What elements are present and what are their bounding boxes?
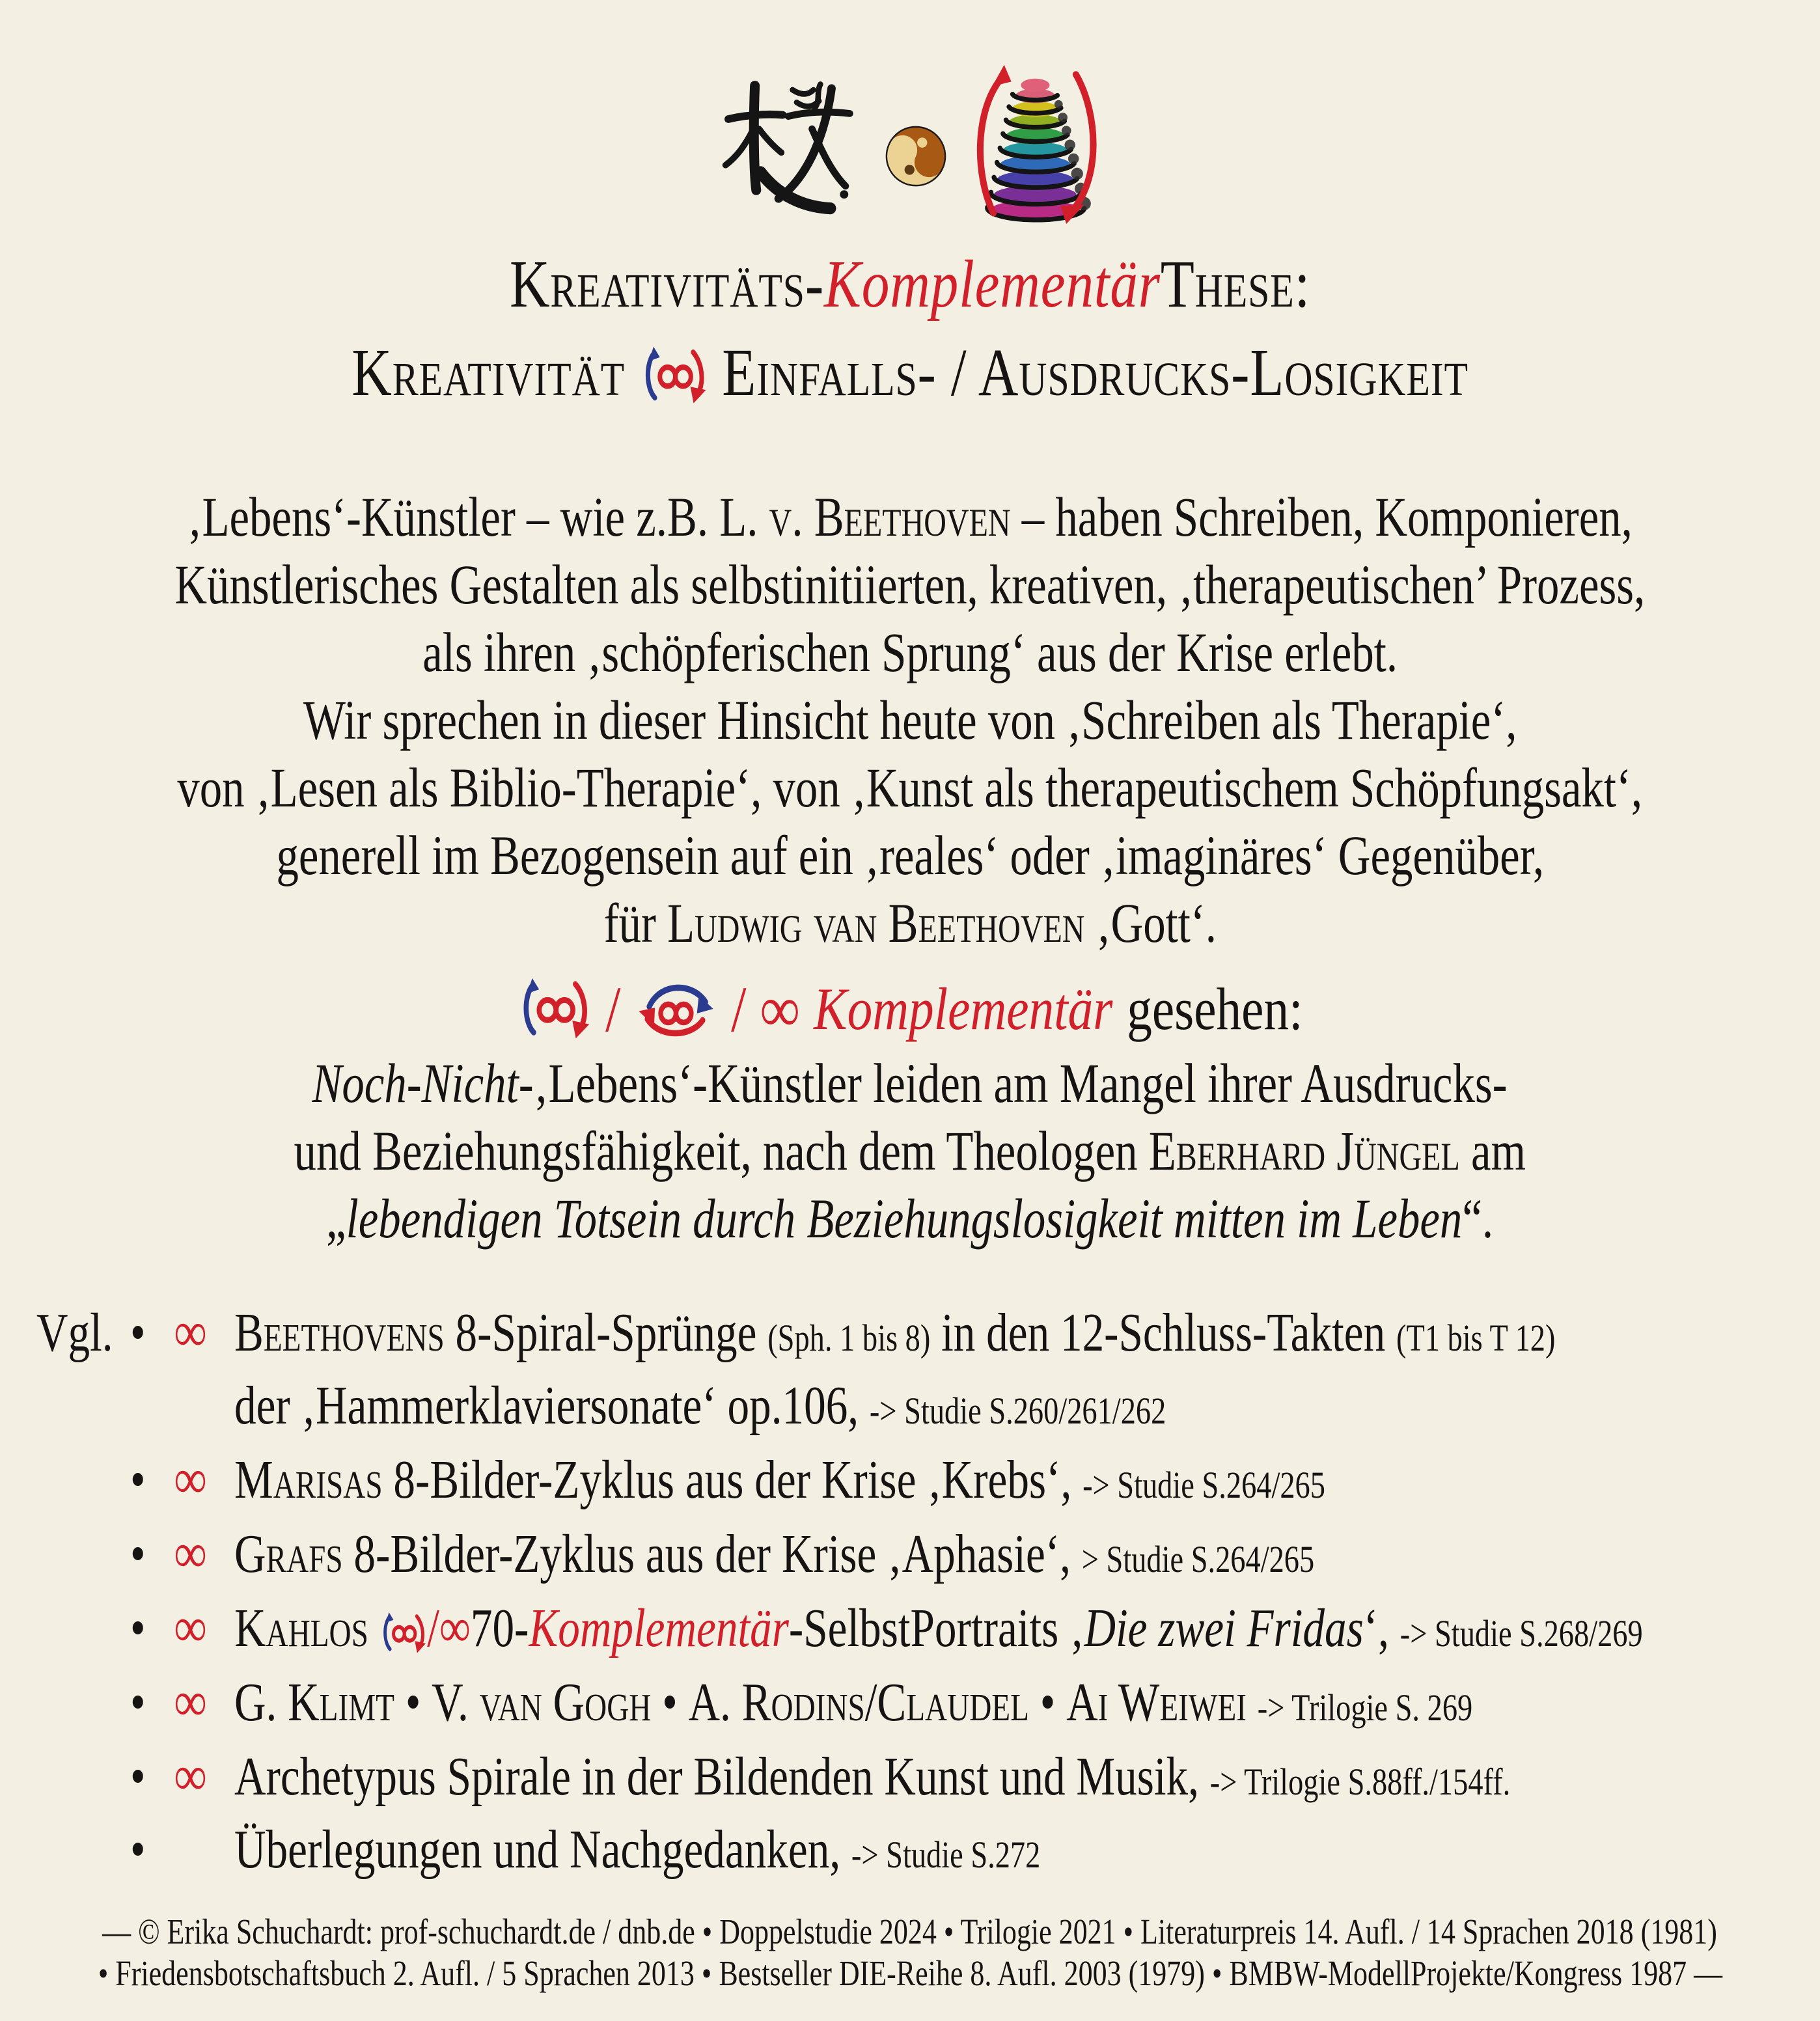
poster-page [0, 65, 1820, 2021]
bullet: • [130, 1450, 146, 1510]
page-title-line2 [352, 333, 1468, 413]
infinity-brackets-icon [639, 346, 708, 405]
beethoven-full-name: Ludwig van Beethoven [667, 892, 1085, 954]
bullet: • [130, 1746, 146, 1807]
list-item-beethoven [0, 1298, 1556, 1372]
title2-post: Einfalls- / Ausdrucks-Losigkeit [722, 335, 1468, 410]
vgl-label: Vgl. [36, 1302, 113, 1363]
text-run: der ‚Hammerklaviersonate‘ op.106, [234, 1375, 870, 1436]
komplementaer-symbol-line [517, 969, 1303, 1049]
infinity-bullet: ∞ [174, 1744, 207, 1807]
intro-line-1 [187, 483, 1633, 551]
rodin-claudel-name: A. Rodins/Claudel [688, 1672, 1029, 1733]
title2-pre: Kreativität [352, 335, 625, 410]
infinity-brackets-icon [517, 978, 591, 1040]
footer-line-2: • Friedensbotschaftsbuch 2. Aufl. / 5 Sprachen 2013 • Bestseller DIE-Reihe 8. Aufl. 2003 (1979) • BMBW-ModellProjekte/Kongress 1987 — [98, 1953, 1722, 1993]
text-run: Überlegungen und Nachgedanken, [234, 1819, 851, 1880]
text-run: ‘, [1363, 1598, 1400, 1658]
bullet: • [130, 1598, 146, 1658]
text-run: 70- [470, 1598, 529, 1658]
text-run: gesehen: [1127, 976, 1303, 1042]
infinity-bullet: ∞ [174, 1670, 207, 1733]
infinity-symbol: ∞ [760, 972, 800, 1045]
takt-note: (T1 bis T 12) [1396, 1317, 1556, 1359]
complement-line-2 [294, 1117, 1526, 1185]
title-part-red: Komplementär [823, 247, 1161, 322]
graf-name: Grafs [234, 1524, 343, 1584]
infinity-bullet: ∞ [174, 1522, 207, 1584]
studie-reference: -> Studie S.268/269 [1399, 1612, 1643, 1655]
quote-open: „ [326, 1187, 347, 1250]
vangogh-name: V. van Gogh [432, 1672, 652, 1733]
complement-line-1 [312, 1049, 1508, 1117]
list-item-graf [0, 1519, 1456, 1593]
separator: • [1028, 1672, 1067, 1733]
text-run: – haben Schreiben, Komponieren, [1010, 486, 1633, 548]
fridas-title-italic: Die zwei Fridas [1084, 1598, 1364, 1658]
spacer [1247, 1672, 1258, 1733]
bullet: • [130, 1819, 146, 1880]
infinity-bullet: ∞ [174, 1448, 207, 1510]
aiweiwei-name: Ai Weiwei [1066, 1672, 1247, 1733]
text-run: am [1459, 1120, 1526, 1182]
studie-reference: -> Studie S.260/261/262 [869, 1390, 1166, 1432]
slash-infinity: /∞ [427, 1598, 471, 1658]
text-run: 8-Bilder-Zyklus aus der Krise ‚Aphasie‘, [342, 1524, 1082, 1584]
intro-line-2: Künstlerisches Gestalten als selbstinitiierten, kreativen, ‚therapeutischen’ Prozess, [174, 553, 1646, 616]
text-run: 8-Bilder-Zyklus aus der Krise ‚Krebs‘, [382, 1450, 1083, 1510]
title-part-black: Kreativitäts- [509, 247, 824, 322]
text-run: und Beziehungsfähigkeit, nach dem Theologen [294, 1120, 1149, 1182]
infinity-bullet: ∞ [174, 1596, 207, 1658]
title-part-black2: These: [1160, 247, 1311, 322]
reference-list [0, 1298, 1820, 1889]
list-item-artists [0, 1668, 1473, 1742]
studie-reference: -> Studie S.264/265 [1082, 1464, 1325, 1506]
slash-separator: / [605, 972, 621, 1045]
sphase-note: (Sph. 1 bis 8) [767, 1317, 931, 1359]
quote-close: “. [1462, 1187, 1494, 1250]
text-run: ‚Gott‘. [1084, 892, 1217, 954]
intro-line-5: von ‚Lesen als Biblio-Therapie‘, von ‚Kunst als therapeutischem Schöpfungsakt‘, [177, 756, 1643, 819]
beethoven-name: L. v. Beethoven [719, 486, 1011, 548]
list-item-kahlo [0, 1593, 1643, 1668]
intro-paragraph [0, 483, 1820, 957]
list-item-archetypus [0, 1742, 1511, 1816]
infinity-bullet: ∞ [174, 1300, 207, 1363]
kahlo-name: Kahlos [234, 1598, 368, 1658]
klimt-name: G. Klimt [234, 1672, 395, 1733]
juengel-name: Eberhard Jüngel [1148, 1120, 1460, 1182]
noch-nicht-italic: Noch-Nicht- [312, 1052, 534, 1114]
separator: • [394, 1672, 432, 1733]
studie-reference: -> Studie S.272 [851, 1834, 1041, 1876]
rainbow-spiral-tower-icon [969, 62, 1107, 224]
text-run: ‚Lebens‘-Künstler leiden am Mangel ihrer Ausdrucks- [534, 1052, 1508, 1114]
slash-separator: / [731, 972, 747, 1045]
text-run: -SelbstPortraits ‚ [788, 1598, 1084, 1658]
studie-reference: > Studie S.264/265 [1081, 1538, 1315, 1580]
yin-yang-icon [885, 125, 947, 187]
intro-line-3: als ihren ‚schöpferischen Sprung‘ aus der Krise erlebt. [422, 621, 1398, 683]
komplementaer-word: Komplementär [814, 976, 1113, 1042]
intro-line-4: Wir sprechen in dieser Hinsicht heute von ‚Schreiben als Therapie‘, [303, 689, 1517, 751]
bullet: • [130, 1672, 146, 1733]
intro-line-6: generell im Bezogensein auf ein ‚reales‘ oder ‚imaginäres‘ Gegenüber, [276, 824, 1544, 887]
beethoven-name: Beethovens [234, 1302, 445, 1363]
footer [0, 1911, 1820, 1994]
list-item-ueberlegungen [0, 1816, 1456, 1889]
complement-line-3 [327, 1185, 1494, 1252]
infinity-brackets-icon [379, 1612, 428, 1654]
list-item-marisa [0, 1445, 1456, 1519]
footer-line-1: — © Erika Schuchardt: prof-schuchardt.de / dnb.de • Doppelstudie 2024 • Trilogie 2021 • Literaturpreis 14. Aufl. / 14 Sprachen 2018 (1981) [102, 1912, 1718, 1951]
logo [0, 65, 1820, 221]
list-item-beethoven-cont [0, 1372, 1456, 1445]
juengel-quote-italic: lebendigen Totsein durch Beziehungslosigkeit mitten im Leben [346, 1187, 1463, 1250]
trilogie-reference: -> Trilogie S. 269 [1257, 1686, 1473, 1729]
text-run: in den 12-Schluss-Takten [930, 1302, 1396, 1363]
text-run: ‚Lebens‘-Künstler – wie z.B. [187, 486, 720, 548]
bullet: • [130, 1524, 146, 1584]
trilogie-reference: -> Trilogie S.88ff./154ff. [1209, 1761, 1511, 1803]
komplementaer-word: Komplementär [529, 1598, 789, 1658]
separator: • [651, 1672, 689, 1733]
intro-line-7 [603, 889, 1216, 957]
page-title-line1 [510, 245, 1310, 324]
bullet: • [130, 1302, 146, 1363]
marisa-name: Marisas [234, 1450, 383, 1510]
ji-crisis-calligraphy-icon [713, 70, 862, 217]
text-run: für [603, 892, 667, 954]
text-run: 8-Spiral-Sprünge [444, 1302, 768, 1363]
infinity-cycle-icon [635, 976, 717, 1041]
text-run: Archetypus Spirale in der Bildenden Kunst und Musik, [234, 1746, 1210, 1807]
